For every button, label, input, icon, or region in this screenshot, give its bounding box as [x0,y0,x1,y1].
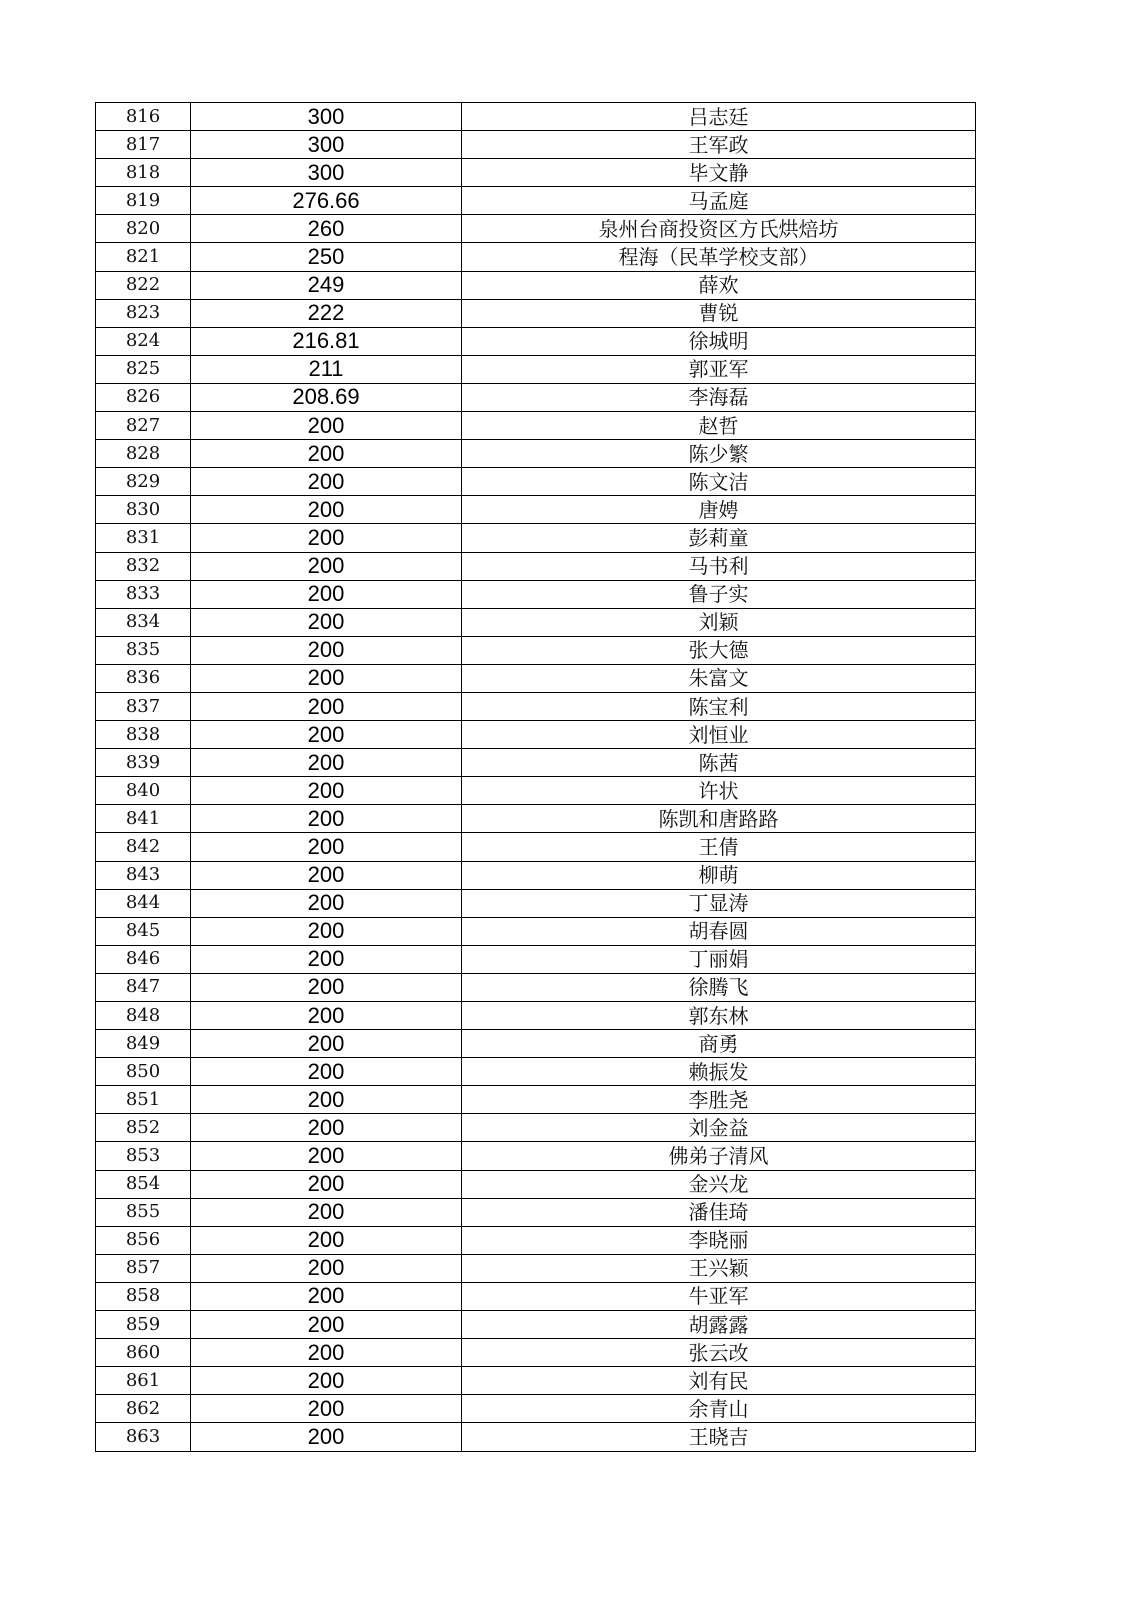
donor-name-cell: 张云改 [462,1339,976,1367]
amount-cell: 200 [191,692,462,720]
donor-name-cell: 马孟庭 [462,187,976,215]
amount-cell: 249 [191,271,462,299]
row-number-cell: 836 [96,664,191,692]
row-number-cell: 861 [96,1367,191,1395]
amount-cell: 300 [191,103,462,131]
donor-name-cell: 李胜尧 [462,1086,976,1114]
table-row [96,440,976,468]
row-number-cell: 845 [96,917,191,945]
table-row [96,1002,976,1030]
row-number-cell: 834 [96,608,191,636]
amount-cell: 200 [191,805,462,833]
table-row [96,468,976,496]
donor-name-cell: 程海（民革学校支部） [462,243,976,271]
amount-cell: 200 [191,1030,462,1058]
table-row [96,131,976,159]
row-number-cell: 839 [96,749,191,777]
table-row [96,1339,976,1367]
table-row [96,805,976,833]
row-number-cell: 825 [96,355,191,383]
donor-name-cell: 陈宝利 [462,692,976,720]
amount-cell: 300 [191,159,462,187]
amount-cell: 208.69 [191,383,462,411]
row-number-cell: 819 [96,187,191,215]
table-row [96,412,976,440]
amount-cell: 200 [191,777,462,805]
row-number-cell: 823 [96,299,191,327]
table-row [96,1114,976,1142]
amount-cell: 222 [191,299,462,327]
table-row [96,1142,976,1170]
amount-cell: 200 [191,664,462,692]
table-row [96,1198,976,1226]
amount-cell: 200 [191,861,462,889]
amount-cell: 200 [191,721,462,749]
table-row [96,524,976,552]
table-row [96,917,976,945]
row-number-cell: 841 [96,805,191,833]
donor-name-cell: 彭莉童 [462,524,976,552]
donor-name-cell: 吕志廷 [462,103,976,131]
donor-name-cell: 潘佳琦 [462,1198,976,1226]
table-row [96,636,976,664]
amount-cell: 200 [191,973,462,1001]
table-row [96,1311,976,1339]
table-row [96,1170,976,1198]
table-row [96,861,976,889]
row-number-cell: 855 [96,1198,191,1226]
table-row [96,496,976,524]
table-row [96,299,976,327]
donor-name-cell: 商勇 [462,1030,976,1058]
amount-cell: 200 [191,749,462,777]
table-row [96,355,976,383]
row-number-cell: 820 [96,215,191,243]
table-row [96,1395,976,1423]
amount-cell: 250 [191,243,462,271]
amount-cell: 276.66 [191,187,462,215]
row-number-cell: 833 [96,580,191,608]
donor-name-cell: 陈文洁 [462,468,976,496]
donor-name-cell: 佛弟子清风 [462,1142,976,1170]
amount-cell: 211 [191,355,462,383]
row-number-cell: 858 [96,1282,191,1310]
row-number-cell: 852 [96,1114,191,1142]
donor-name-cell: 马书利 [462,552,976,580]
row-number-cell: 838 [96,721,191,749]
amount-cell: 200 [191,1311,462,1339]
donor-name-cell: 王军政 [462,131,976,159]
donor-name-cell: 郭亚军 [462,355,976,383]
donor-name-cell: 刘金益 [462,1114,976,1142]
donor-name-cell: 李晓丽 [462,1226,976,1254]
donor-name-cell: 王兴颖 [462,1254,976,1282]
table-row [96,1030,976,1058]
table-row [96,833,976,861]
amount-cell: 200 [191,1282,462,1310]
amount-cell: 300 [191,131,462,159]
donor-name-cell: 金兴龙 [462,1170,976,1198]
donation-table-body [96,103,976,1452]
amount-cell: 200 [191,552,462,580]
amount-cell: 260 [191,215,462,243]
donor-name-cell: 刘恒业 [462,721,976,749]
row-number-cell: 818 [96,159,191,187]
donor-name-cell: 唐娉 [462,496,976,524]
table-row [96,187,976,215]
donor-name-cell: 李海磊 [462,383,976,411]
amount-cell: 200 [191,1226,462,1254]
amount-cell: 200 [191,524,462,552]
row-number-cell: 860 [96,1339,191,1367]
donor-name-cell: 刘有民 [462,1367,976,1395]
amount-cell: 200 [191,1170,462,1198]
row-number-cell: 827 [96,412,191,440]
table-row [96,1282,976,1310]
donor-name-cell: 余青山 [462,1395,976,1423]
table-row [96,664,976,692]
amount-cell: 200 [191,1423,462,1451]
amount-cell: 200 [191,1198,462,1226]
amount-cell: 200 [191,1254,462,1282]
donor-name-cell: 郭东林 [462,1002,976,1030]
donor-name-cell: 徐城明 [462,327,976,355]
donor-name-cell: 张大德 [462,636,976,664]
table-row [96,159,976,187]
donor-name-cell: 薛欢 [462,271,976,299]
amount-cell: 200 [191,496,462,524]
row-number-cell: 822 [96,271,191,299]
row-number-cell: 862 [96,1395,191,1423]
row-number-cell: 857 [96,1254,191,1282]
row-number-cell: 850 [96,1058,191,1086]
row-number-cell: 824 [96,327,191,355]
amount-cell: 200 [191,412,462,440]
amount-cell: 200 [191,1142,462,1170]
amount-cell: 200 [191,580,462,608]
amount-cell: 216.81 [191,327,462,355]
row-number-cell: 842 [96,833,191,861]
donor-name-cell: 柳萌 [462,861,976,889]
row-number-cell: 831 [96,524,191,552]
amount-cell: 200 [191,917,462,945]
row-number-cell: 846 [96,945,191,973]
table-row [96,608,976,636]
table-row [96,1226,976,1254]
amount-cell: 200 [191,833,462,861]
donor-name-cell: 朱富文 [462,664,976,692]
donor-name-cell: 胡露露 [462,1311,976,1339]
table-row [96,271,976,299]
donor-name-cell: 胡春圆 [462,917,976,945]
amount-cell: 200 [191,1367,462,1395]
table-row [96,777,976,805]
row-number-cell: 816 [96,103,191,131]
row-number-cell: 853 [96,1142,191,1170]
amount-cell: 200 [191,1395,462,1423]
table-row [96,1423,976,1451]
donor-name-cell: 赵哲 [462,412,976,440]
amount-cell: 200 [191,1086,462,1114]
donor-name-cell: 陈茜 [462,749,976,777]
table-row [96,749,976,777]
row-number-cell: 863 [96,1423,191,1451]
row-number-cell: 851 [96,1086,191,1114]
row-number-cell: 840 [96,777,191,805]
row-number-cell: 826 [96,383,191,411]
table-row [96,889,976,917]
donor-name-cell: 陈少繁 [462,440,976,468]
donor-name-cell: 丁显涛 [462,889,976,917]
table-row [96,552,976,580]
row-number-cell: 843 [96,861,191,889]
donor-name-cell: 毕文静 [462,159,976,187]
amount-cell: 200 [191,1002,462,1030]
amount-cell: 200 [191,1114,462,1142]
amount-cell: 200 [191,636,462,664]
row-number-cell: 832 [96,552,191,580]
donor-name-cell: 鲁子实 [462,580,976,608]
row-number-cell: 849 [96,1030,191,1058]
row-number-cell: 856 [96,1226,191,1254]
amount-cell: 200 [191,1339,462,1367]
row-number-cell: 830 [96,496,191,524]
row-number-cell: 854 [96,1170,191,1198]
row-number-cell: 835 [96,636,191,664]
amount-cell: 200 [191,889,462,917]
donor-name-cell: 丁丽娟 [462,945,976,973]
table-row [96,103,976,131]
donor-name-cell: 徐腾飞 [462,973,976,1001]
donor-name-cell: 王晓吉 [462,1423,976,1451]
amount-cell: 200 [191,440,462,468]
table-row [96,1086,976,1114]
row-number-cell: 847 [96,973,191,1001]
donor-name-cell: 曹锐 [462,299,976,327]
row-number-cell: 821 [96,243,191,271]
row-number-cell: 837 [96,692,191,720]
table-row [96,945,976,973]
table-row [96,580,976,608]
amount-cell: 200 [191,608,462,636]
table-row [96,1254,976,1282]
table-row [96,721,976,749]
row-number-cell: 829 [96,468,191,496]
row-number-cell: 848 [96,1002,191,1030]
amount-cell: 200 [191,1058,462,1086]
table-row [96,215,976,243]
amount-cell: 200 [191,468,462,496]
row-number-cell: 859 [96,1311,191,1339]
donor-name-cell: 牛亚军 [462,1282,976,1310]
donation-table [95,102,976,1452]
donor-name-cell: 陈凯和唐路路 [462,805,976,833]
donor-name-cell: 王倩 [462,833,976,861]
donor-name-cell: 赖振发 [462,1058,976,1086]
table-row [96,692,976,720]
table-row [96,327,976,355]
donor-name-cell: 许状 [462,777,976,805]
donor-name-cell: 泉州台商投资区方氏烘焙坊 [462,215,976,243]
table-row [96,973,976,1001]
table-row [96,1058,976,1086]
amount-cell: 200 [191,945,462,973]
row-number-cell: 844 [96,889,191,917]
table-row [96,243,976,271]
row-number-cell: 828 [96,440,191,468]
donor-name-cell: 刘颖 [462,608,976,636]
row-number-cell: 817 [96,131,191,159]
table-row [96,1367,976,1395]
table-row [96,383,976,411]
